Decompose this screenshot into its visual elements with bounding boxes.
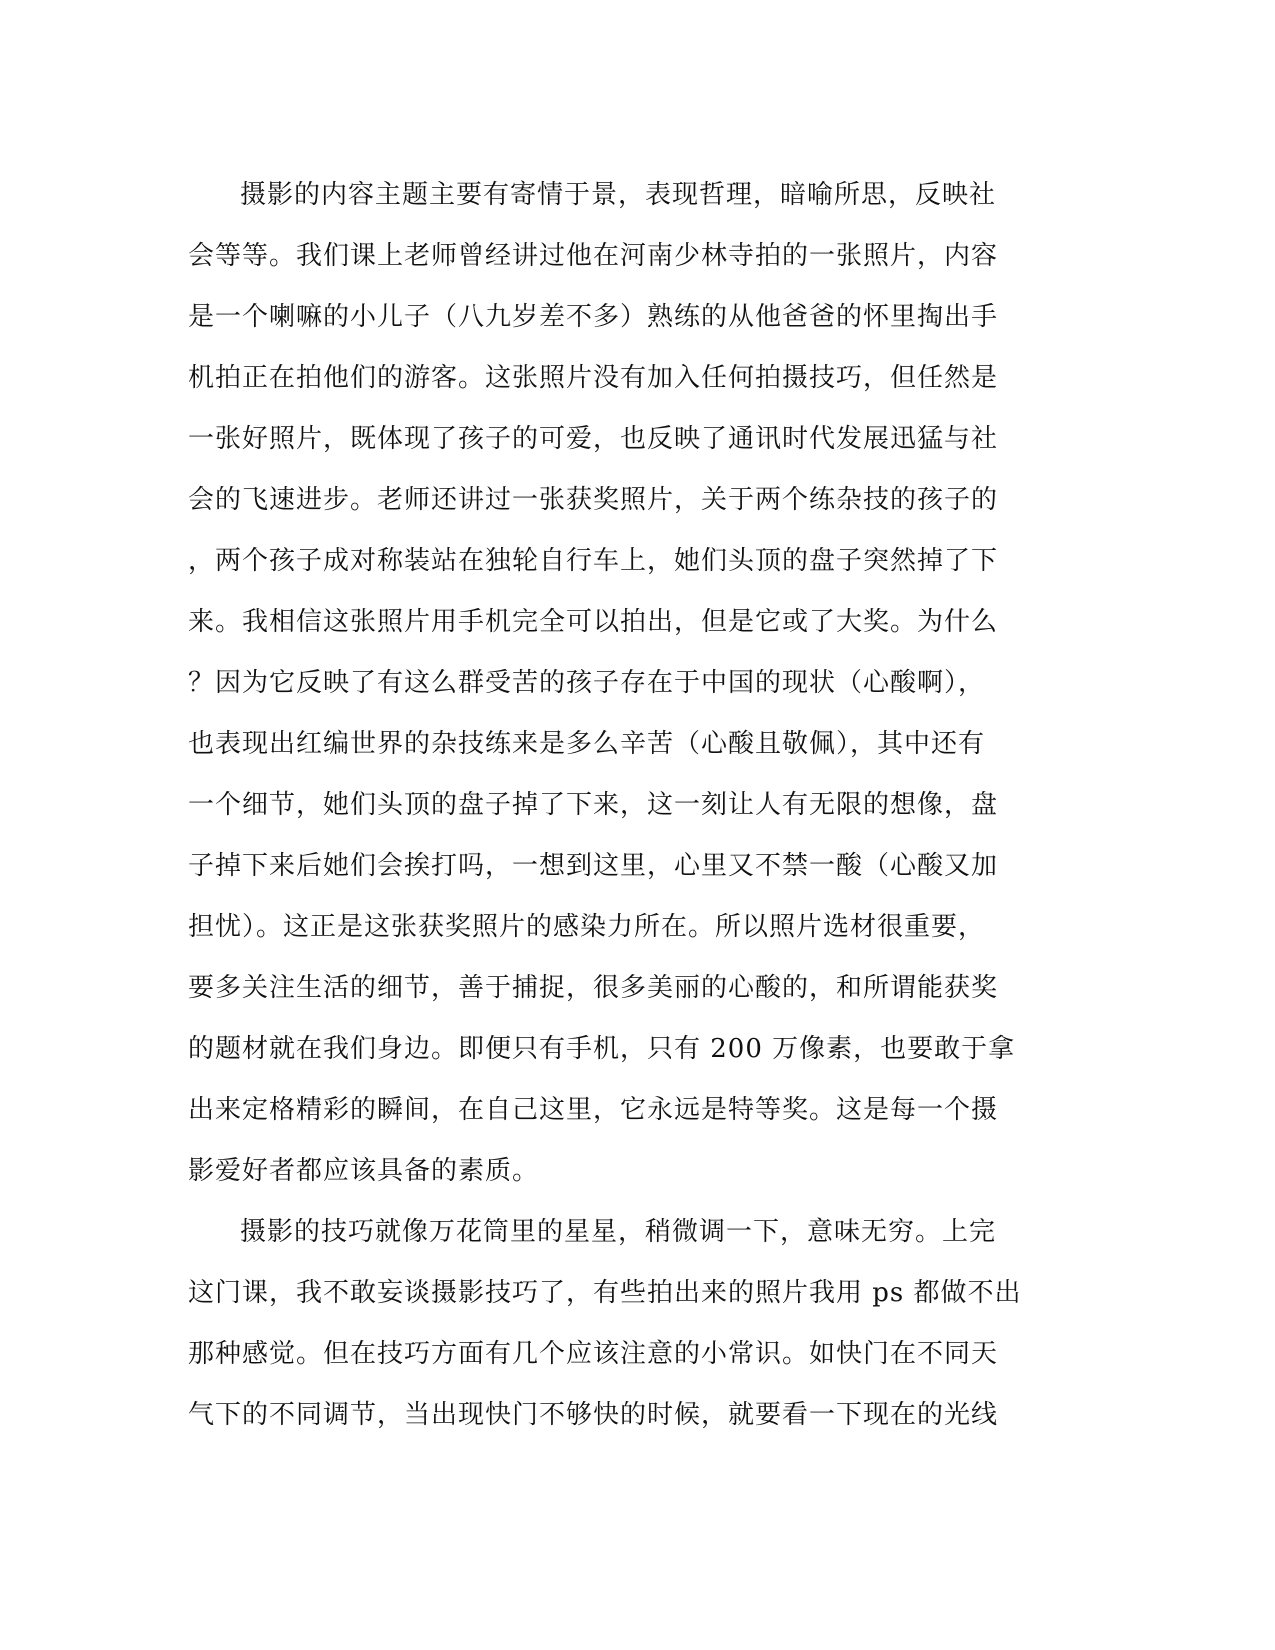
text-line: 会的飞速进步。老师还讲过一张获奖照片，关于两个练杂技的孩子的 <box>188 485 999 515</box>
text-line: 气下的不同调节，当出现快门不够快的时候，就要看一下现在的光线 <box>188 1400 999 1430</box>
text-line: 也表现出红编世界的杂技练来是多么辛苦（心酸且敬佩），其中还有 <box>188 729 986 759</box>
paragraph-photo-themes <box>188 165 1068 1202</box>
text-line: 那种感觉。但在技巧方面有几个应该注意的小常识。如快门在不同天 <box>188 1339 999 1369</box>
text-line: 是一个喇嘛的小儿子（八九岁差不多）熟练的从他爸爸的怀里掏出手 <box>188 302 999 332</box>
text-line: 影爱好者都应该具备的素质。 <box>188 1156 540 1186</box>
text-line: 子掉下来后她们会挨打吗，一想到这里，心里又不禁一酸（心酸又加 <box>188 851 999 881</box>
text-line: 机拍正在拍他们的游客。这张照片没有加入任何拍摄技巧，但任然是 <box>188 363 999 393</box>
text-line: ，两个孩子成对称装站在独轮自行车上，她们头顶的盘子突然掉了下 <box>188 546 999 576</box>
text-line: 的题材就在我们身边。即便只有手机，只有 200 万像素，也要敢于拿 <box>188 1034 1016 1064</box>
text-line: 这门课，我不敢妄谈摄影技巧了，有些拍出来的照片我用 ps 都做不出 <box>188 1278 1022 1308</box>
paragraph-photo-techniques <box>188 1202 1068 1446</box>
document-body <box>188 165 1068 1446</box>
text-line: 要多关注生活的细节，善于捕捉，很多美丽的心酸的，和所谓能获奖 <box>188 973 999 1003</box>
text-line: 一个细节，她们头顶的盘子掉了下来，这一刻让人有无限的想像，盘 <box>188 790 999 820</box>
text-line: 担忧）。这正是这张获奖照片的感染力所在。所以照片选材很重要， <box>188 912 986 942</box>
text-line: 来。我相信这张照片用手机完全可以拍出，但是它或了大奖。为什么 <box>188 607 999 637</box>
text-line: 摄影的技巧就像万花筒里的星星，稍微调一下，意味无穷。上完 <box>240 1217 997 1247</box>
text-line: 摄影的内容主题主要有寄情于景，表现哲理，暗喻所思，反映社 <box>240 180 997 210</box>
text-line: 出来定格精彩的瞬间，在自己这里，它永远是特等奖。这是每一个摄 <box>188 1095 999 1125</box>
text-line: 会等等。我们课上老师曾经讲过他在河南少林寺拍的一张照片，内容 <box>188 241 999 271</box>
text-line: 一张好照片，既体现了孩子的可爱，也反映了通讯时代发展迅猛与社 <box>188 424 999 454</box>
text-line: ？因为它反映了有这么群受苦的孩子存在于中国的现状（心酸啊）， <box>188 668 986 698</box>
